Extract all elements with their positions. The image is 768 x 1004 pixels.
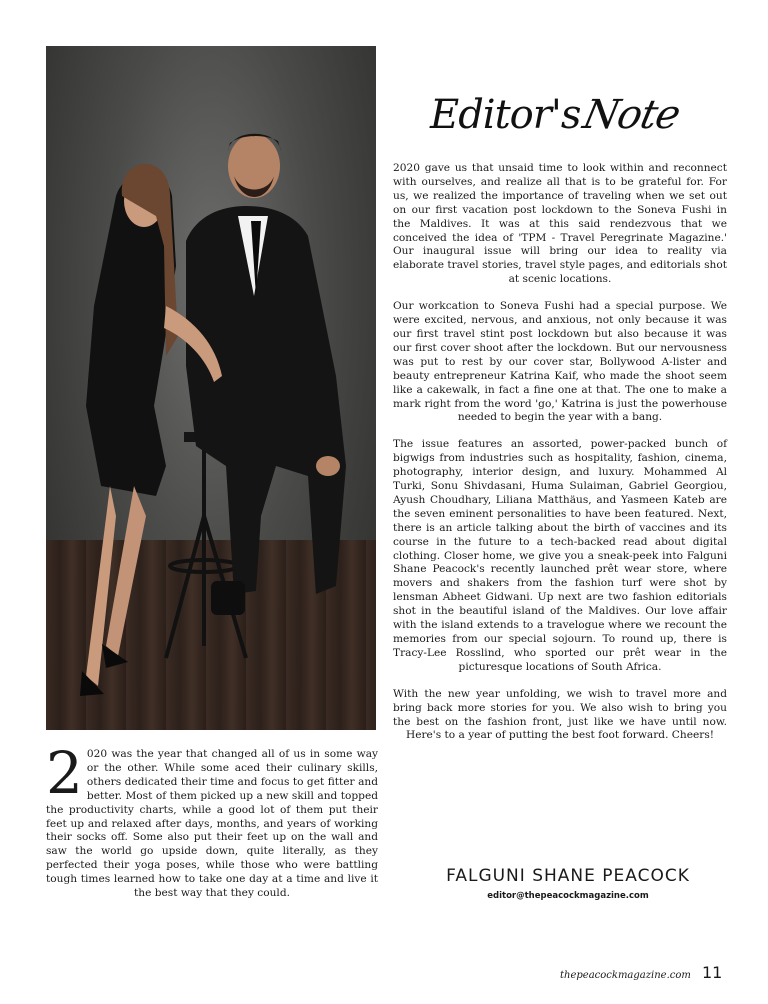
title-script: Note — [579, 92, 685, 138]
editor-email-link[interactable]: editor@thepeacockmagazine.com — [487, 891, 649, 901]
paragraph-2: Our workcation to Soneva Fushi had a special purpose. We were excited, nervous, and anxious, not only because it was our first travel stint post lockdown but also because it was our first cover shoot after the lockdown. But our nervousness was put to rest by our cover star, Bollywood A-lister and beauty entrepreneur Katrina Kaif, who made the shoot seem like a cakewalk, in fact a fine one at that. The one to make a mark right from the word 'go,' Katrina is just the powerhouse needed to begin the year with a bang. — [393, 300, 727, 424]
intro-paragraph: 020 was the year that changed all of us in some way or the other. While some aced their culinary skills, others dedicated their time and focus to get fitter and better. Most of them picked up a new skill and topped the productivity charts, while a good lot of them put their feet up and relaxed after days, months, and years of working their socks off. Some also put their feet up on the wall and saw the world go upside down, quite literally, as they perfected their yoga poses, while those who were battling tough times learned how to take one day at a time and live it the best way that they could. — [46, 748, 378, 900]
cover-photo — [46, 46, 376, 730]
couple-portrait-illustration — [46, 46, 376, 730]
signature: FALGUNI SHANE PEACOCK — [446, 866, 690, 886]
page-number: 11 — [702, 963, 723, 982]
paragraph-3: The issue features an assorted, power-packed bunch of bigwigs from industries such as hospitality, fashion, cinema, photography, interior design, and luxury. Mohammed Al Turki, Sonu Shivdasani, Huma Sulaiman, Gabriel Georgiou, Ayush Choudhary, Liliana Matthäus, and Yasmeen Kateb are the seven eminent personalities to have been featured. Next, there is an article talking about the birth of vaccines and its course in the future to a tech-backed read about digital clothing. Closer home, we give you a sneak-peek into Falguni Shane Peacock's recently launched prêt wear store, where movers and shakers from the fashion turf were shot by lensman Abheet Gidwani. Up next are two fashion editorials shot in the beautiful island of the Maldives. Our love affair with the island extends to a travelogue where we recount the memories from our special sojourn. To round up, there is Tracy-Lee Rosslind, who sported our prêt wear in the picturesque locations of South Africa. — [393, 438, 727, 673]
page-title — [430, 92, 700, 138]
paragraph-4: With the new year unfolding, we wish to travel more and bring back more stories for you. We also wish to bring you the best on the fashion front, just like we have until now. Here's to a year of putting the best foot forward. Cheers! — [393, 687, 727, 742]
intro-text — [46, 739, 378, 901]
footer-website[interactable]: thepeacockmagazine.com — [560, 970, 691, 981]
title-main: Editor's — [430, 92, 581, 138]
paragraph-1: 2020 gave us that unsaid time to look within and reconnect with ourselves, and realize all that is to be grateful for. For us, we realized the importance of traveling when we set out on our first vacation post lockdown to the Soneva Fushi in the Maldives. It was at this said rendezvous that we conceived the idea of 'TPM - Travel Peregrinate Magazine.' Our inaugural issue will bring our idea to reality via elaborate travel stories, travel style pages, and editorials shot at scenic locations. — [393, 162, 727, 286]
drop-cap: 2 — [46, 739, 83, 807]
editor-note-body — [393, 162, 727, 756]
